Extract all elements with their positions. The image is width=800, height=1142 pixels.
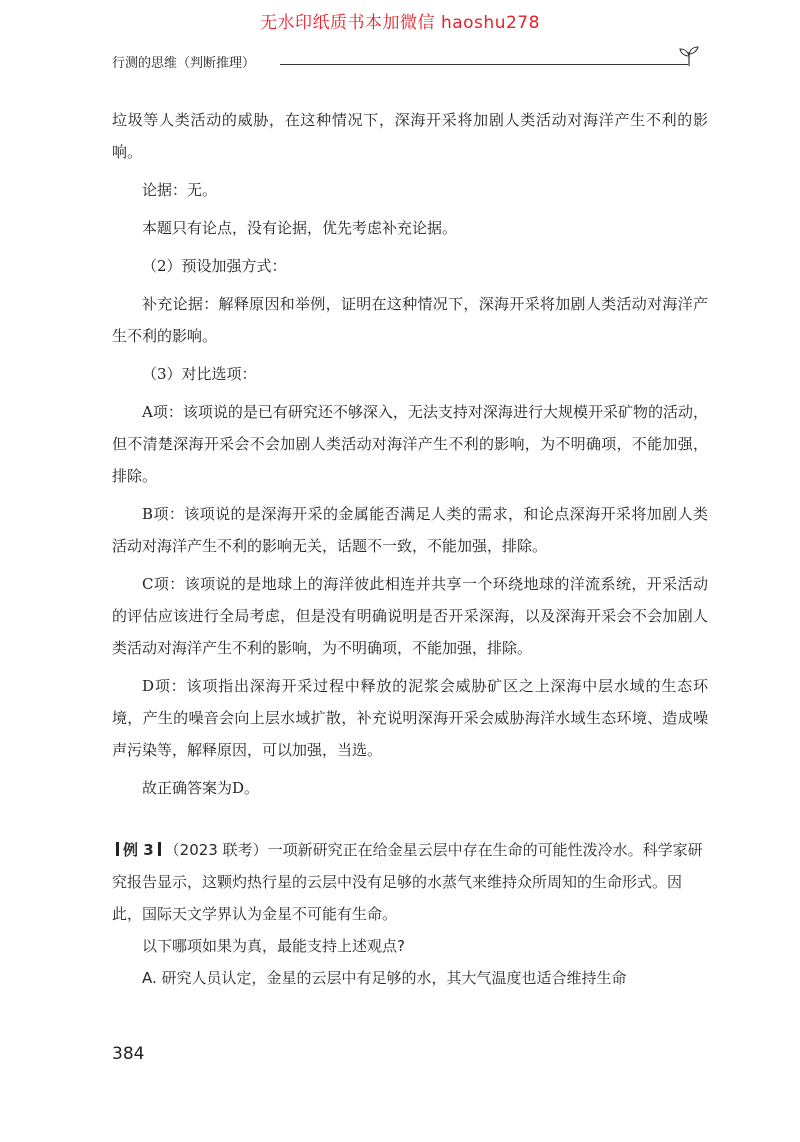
paragraph: 论据：无。 <box>142 181 218 199</box>
example-option-a: A. 研究人员认定，金星的云层中有足够的水，其大气温度也适合维持生命 <box>142 969 627 987</box>
option-analysis-c: C项：该项说的是地球上的海洋彼此相连并共享一个环绕地球的洋流系统，开采活动的评估应该进行全局考虑，但是没有明确说明是否开采深海，以及深海开采会不会加剧人类活动对海洋产生不利的影响，为不明确项，不能加强，排除。 <box>112 575 708 657</box>
paragraph: 本题只有论点，没有论据，优先考虑补充论据。 <box>142 219 458 237</box>
paragraph: （3）对比选项： <box>142 365 257 383</box>
paragraph: 补充论据：解释原因和举例，证明在这种情况下，深海开采将加剧人类活动对海洋产生不利的影响。 <box>112 295 708 345</box>
example-question: 以下哪项如果为真，最能支持上述观点? <box>142 937 405 955</box>
answer-line: 故正确答案为D。 <box>142 779 260 797</box>
option-analysis-a: A项：该项说的是已有研究还不够深入，无法支持对深海进行大规模开采矿物的活动，但不清楚深海开采会不会加剧人类活动对海洋产生不利的影响，为不明确项，不能加强，排除。 <box>112 403 708 485</box>
label-bar-left <box>116 842 119 856</box>
body-text <box>112 104 708 810</box>
page-number: 384 <box>112 1044 145 1064</box>
paragraph: （2）预设加强方式： <box>142 257 287 275</box>
paragraph: 垃圾等人类活动的威胁，在这种情况下，深海开采将加剧人类活动对海洋产生不利的影响。 <box>112 111 708 161</box>
page-header <box>112 44 702 74</box>
watermark: 无水印纸质书本加微信 haoshu278 <box>260 13 540 33</box>
example-text: （2023 联考）一项新研究正在给金星云层中存在生命的可能性泼冷水。科学家研究报告显示，这颗灼热行星的云层中没有足够的水蒸气来维持众所周知的生命形式。因此，国际天文学界认为金星不可能有生命。 <box>112 841 703 923</box>
label-bar-right <box>158 842 161 856</box>
header-rule <box>280 64 688 65</box>
header-title: 行测的思维（判断推理） <box>112 56 256 71</box>
option-analysis-b: B项：该项说的是深海开采的金属能否满足人类的需求，和论点深海开采将加剧人类活动对海洋产生不利的影响无关，话题不一致，不能加强，排除。 <box>112 505 708 555</box>
example-stem <box>112 834 708 930</box>
leaf-icon <box>676 44 702 70</box>
example-block <box>112 834 708 994</box>
example-label: 例 3 <box>123 841 154 859</box>
option-analysis-d: D项：该项指出深海开采过程中释放的泥浆会威胁矿区之上深海中层水域的生态环境，产生的噪音会向上层水域扩散，补充说明深海开采会威胁海洋水域生态环境、造成噪声污染等，解释原因，可以加强，当选。 <box>112 677 708 759</box>
